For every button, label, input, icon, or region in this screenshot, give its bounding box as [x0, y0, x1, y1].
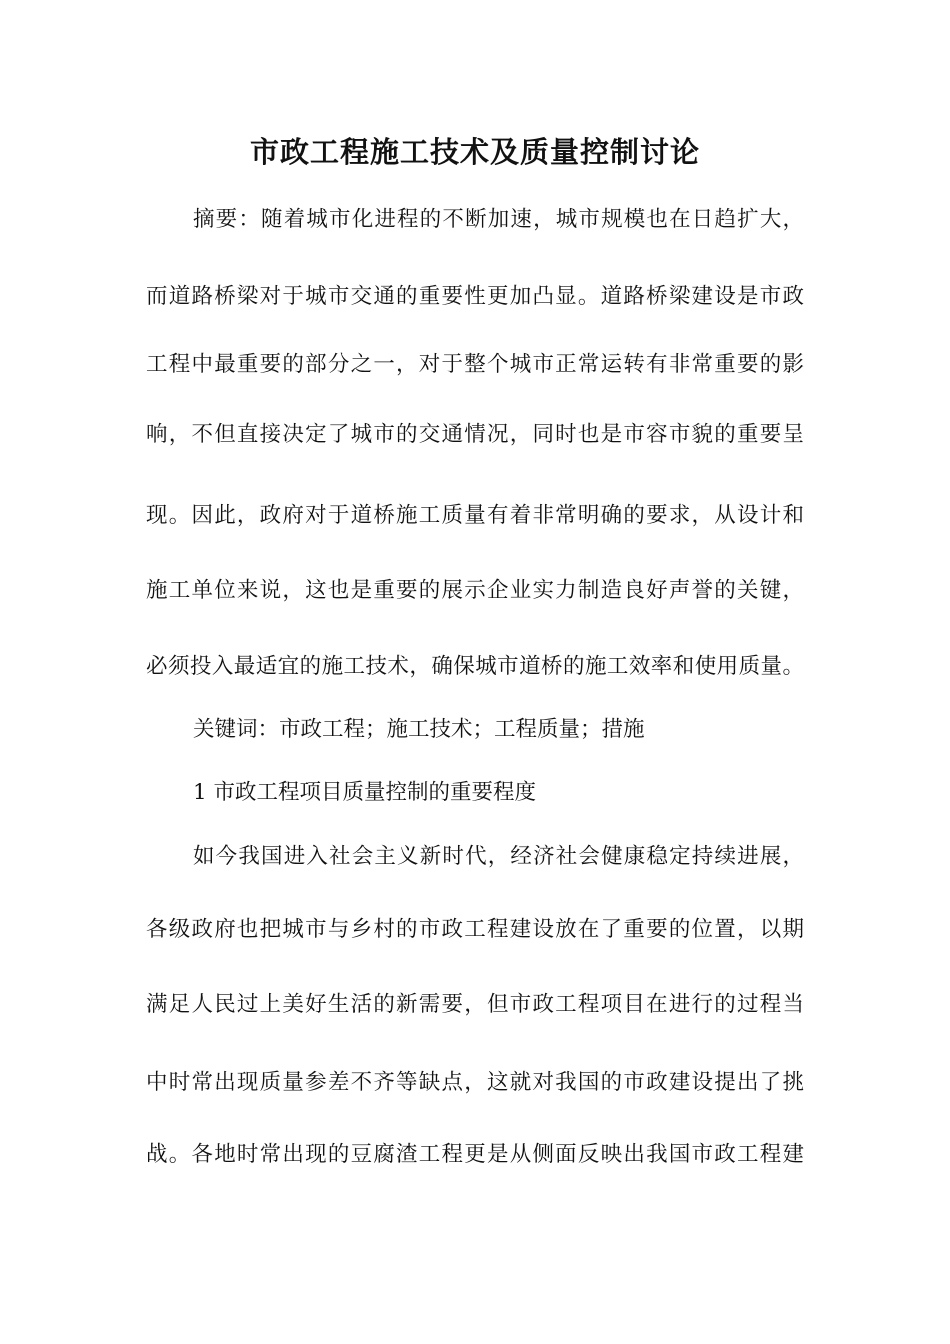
- abstract-line-3: 工程中最重要的部分之一，对于整个城市正常运转有非常重要的影: [146, 352, 804, 377]
- abstract-line-1: 摘要：随着城市化进程的不断加速，城市规模也在日趋扩大，: [193, 207, 804, 232]
- body-line-5: 战。各地时常出现的豆腐渣工程更是从侧面反映出我国市政工程建: [146, 1142, 804, 1167]
- abstract-line-4: 响，不但直接决定了城市的交通情况，同时也是市容市貌的重要呈: [146, 422, 804, 447]
- document-title: 市政工程施工技术及质量控制讨论: [249, 135, 700, 169]
- body-line-2: 各级政府也把城市与乡村的市政工程建设放在了重要的位置，以期: [146, 917, 804, 942]
- body-line-4: 中时常出现质量参差不齐等缺点，这就对我国的市政建设提出了挑: [146, 1070, 804, 1095]
- abstract-line-6: 施工单位来说，这也是重要的展示企业实力制造良好声誉的关键，: [146, 578, 804, 603]
- abstract-line-2: 而道路桥梁对于城市交通的重要性更加凸显。道路桥梁建设是市政: [146, 284, 804, 309]
- abstract-line-5: 现。因此，政府对于道桥施工质量有着非常明确的要求，从设计和: [146, 503, 804, 528]
- body-line-3: 满足人民过上美好生活的新需要，但市政工程项目在进行的过程当: [146, 992, 804, 1017]
- keywords-line: 关键词：市政工程；施工技术；工程质量；措施: [193, 717, 645, 742]
- abstract-line-7: 必须投入最适宜的施工技术，确保城市道桥的施工效率和使用质量。: [146, 654, 804, 679]
- body-line-1: 如今我国进入社会主义新时代，经济社会健康稳定持续进展，: [193, 844, 804, 869]
- section-heading-1: 1 市政工程项目质量控制的重要程度: [193, 780, 537, 805]
